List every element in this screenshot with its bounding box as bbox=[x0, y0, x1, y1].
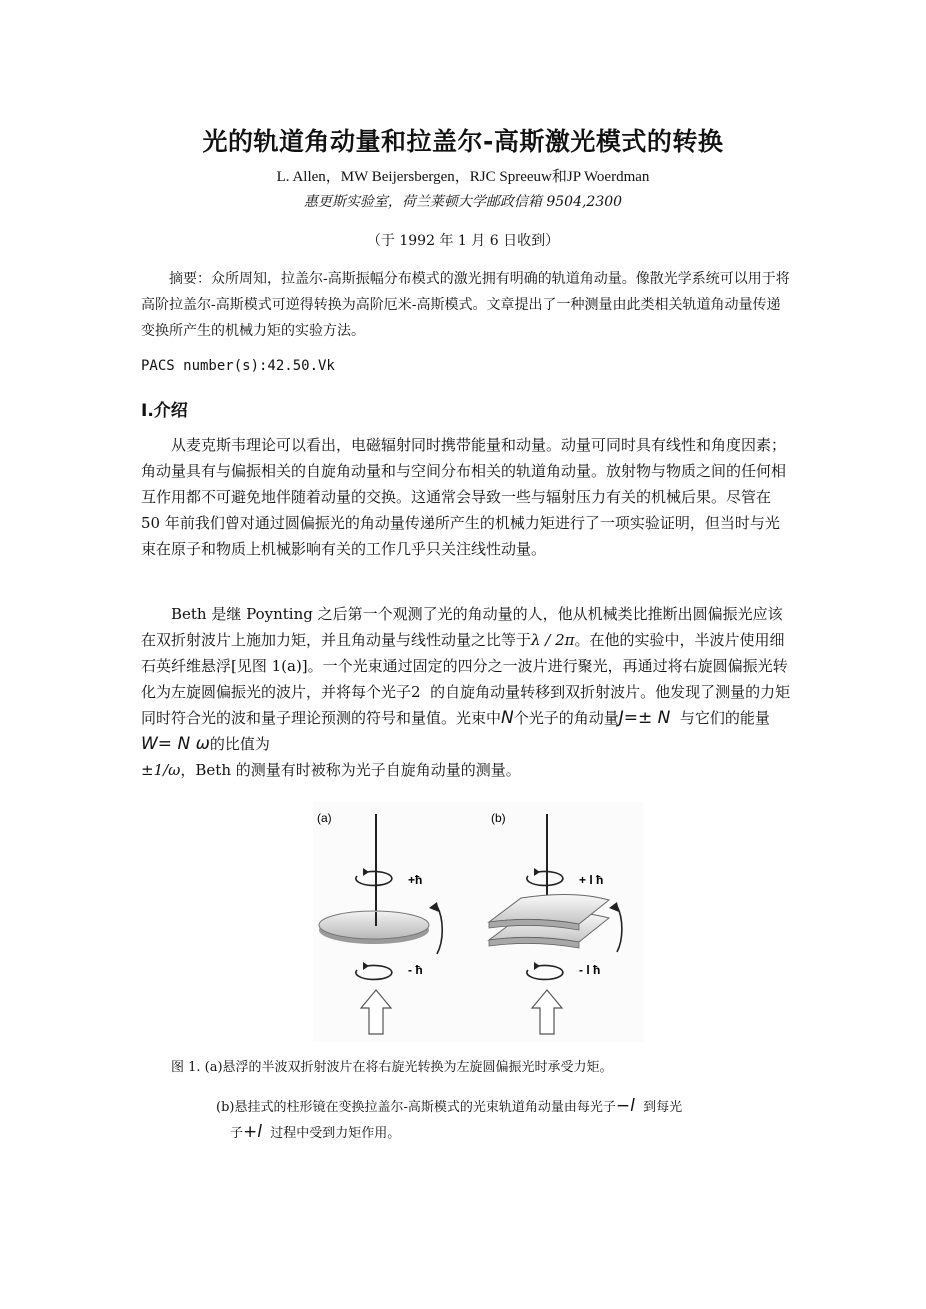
para2-text-4: 个光子的角动量 bbox=[513, 709, 619, 727]
lambda-ratio-math: λ / 2π bbox=[531, 631, 575, 649]
paragraph-intro-1: 从麦克斯韦理论可以看出，电磁辐射同时携带能量和动量。动量可同时具有线性和角度因素；角动量具有与偏振相关的自旋角动量和与空间分布相关的轨道角动量。放射物与物质之间的任何相互作用都不可避免地伴随着动量的交换。这通常会导致一些与辐射压力有关的机械后果。尽管在 50 年前我们曾对通过圆偏振光的角动量传递所产生的机械力矩进行了一项实验证明，但当时与光束在原子和物质上机械影响有关的工作几乎只关注线性动量。 bbox=[141, 436, 787, 558]
figure-caption-a: 图 1. (a)悬浮的半波双折射波片在将右旋光转换为左旋圆偏振光时承受力矩。 bbox=[171, 1060, 613, 1075]
caption-b-text-1: (b)悬挂式的柱形镜在变换拉盖尔-高斯模式的光束轨道角动量由每光子 bbox=[216, 1100, 616, 1115]
abstract: 摘要：众所周知，拉盖尔-高斯振幅分布模式的激光拥有明确的轨道角动量。像散光学系统可以用于将高阶拉盖尔-高斯模式可逆得转换为高阶厄米-高斯模式。文章提出了一种测量由此类相关轨道角动量传递变换所产生的机械力矩的实验方法。 bbox=[141, 271, 790, 339]
caption-b-text-4: 过程中受到力矩作用。 bbox=[270, 1126, 401, 1141]
para2-text-3: 的自旋角动量转移到双折射波片。他发现了测量的力矩同时符合光的波和量子理论预测的符号和量值。光束中 bbox=[141, 683, 791, 727]
panel-b-bottom-label: - l ħ bbox=[579, 963, 601, 977]
ratio-math: ±1/ω bbox=[141, 761, 181, 779]
caption-plus-l-math: +l bbox=[243, 1122, 262, 1142]
figure-1-diagram bbox=[313, 802, 643, 1042]
angular-momentum-math: J=± N bbox=[618, 708, 671, 728]
panel-b-label: (b) bbox=[491, 811, 506, 825]
received-date: （于 1992 年 1 月 6 日收到） bbox=[366, 233, 560, 249]
panel-b-top-label: + l ħ bbox=[579, 873, 604, 887]
panel-a-top-label: +ħ bbox=[408, 873, 423, 887]
caption-minus-l-math: −l bbox=[615, 1096, 635, 1116]
para2-text-6: 的比值为 bbox=[209, 735, 270, 753]
para2-text-2: 。在他的实验中，半波片使用细石英纤维悬浮[见图 1(a)]。一个光束通过固定的四分之一波片进行聚光，再通过将右旋圆偏振光转化为左旋圆偏振光的波片，并将每个光子2 bbox=[141, 631, 788, 701]
para2-text-1: Beth 是继 Poynting 之后第一个观测了光的角动量的人，他从机械类比推断出圆偏振光应该在双折射波片上施加力矩，并且角动量与线性动量之比等于 bbox=[141, 605, 783, 649]
author-list: L. Allen，MW Beijersbergen，RJC Spreeuw和JP Woerdman bbox=[276, 169, 650, 185]
pacs-number: PACS number(s):42.50.Vk bbox=[141, 358, 335, 374]
paper-title: 光的轨道角动量和拉盖尔-高斯激光模式的转换 bbox=[202, 127, 724, 156]
para2-text-7: ，Beth 的测量有时被称为光子自旋角动量的测量。 bbox=[180, 761, 521, 779]
panel-a-label: (a) bbox=[317, 811, 332, 825]
para2-text-5: 与它们的能量 bbox=[679, 709, 770, 727]
panel-a-bottom-label: - ħ bbox=[408, 963, 423, 977]
photon-count-math: N bbox=[501, 708, 514, 728]
half-wave-plate bbox=[319, 911, 429, 944]
caption-b-text-3: 子 bbox=[230, 1126, 244, 1141]
figure-1 bbox=[313, 802, 643, 1042]
figure-caption-b bbox=[216, 1094, 786, 1146]
energy-math: W= N ω bbox=[141, 734, 210, 754]
affiliation: 惠更斯实验室，荷兰莱顿大学邮政信箱 9504,2300 bbox=[303, 194, 623, 210]
caption-b-text-2: 到每光 bbox=[643, 1100, 683, 1115]
paragraph-intro-2 bbox=[141, 601, 791, 783]
section-heading-introduction: Ⅰ.介绍 bbox=[141, 401, 188, 421]
